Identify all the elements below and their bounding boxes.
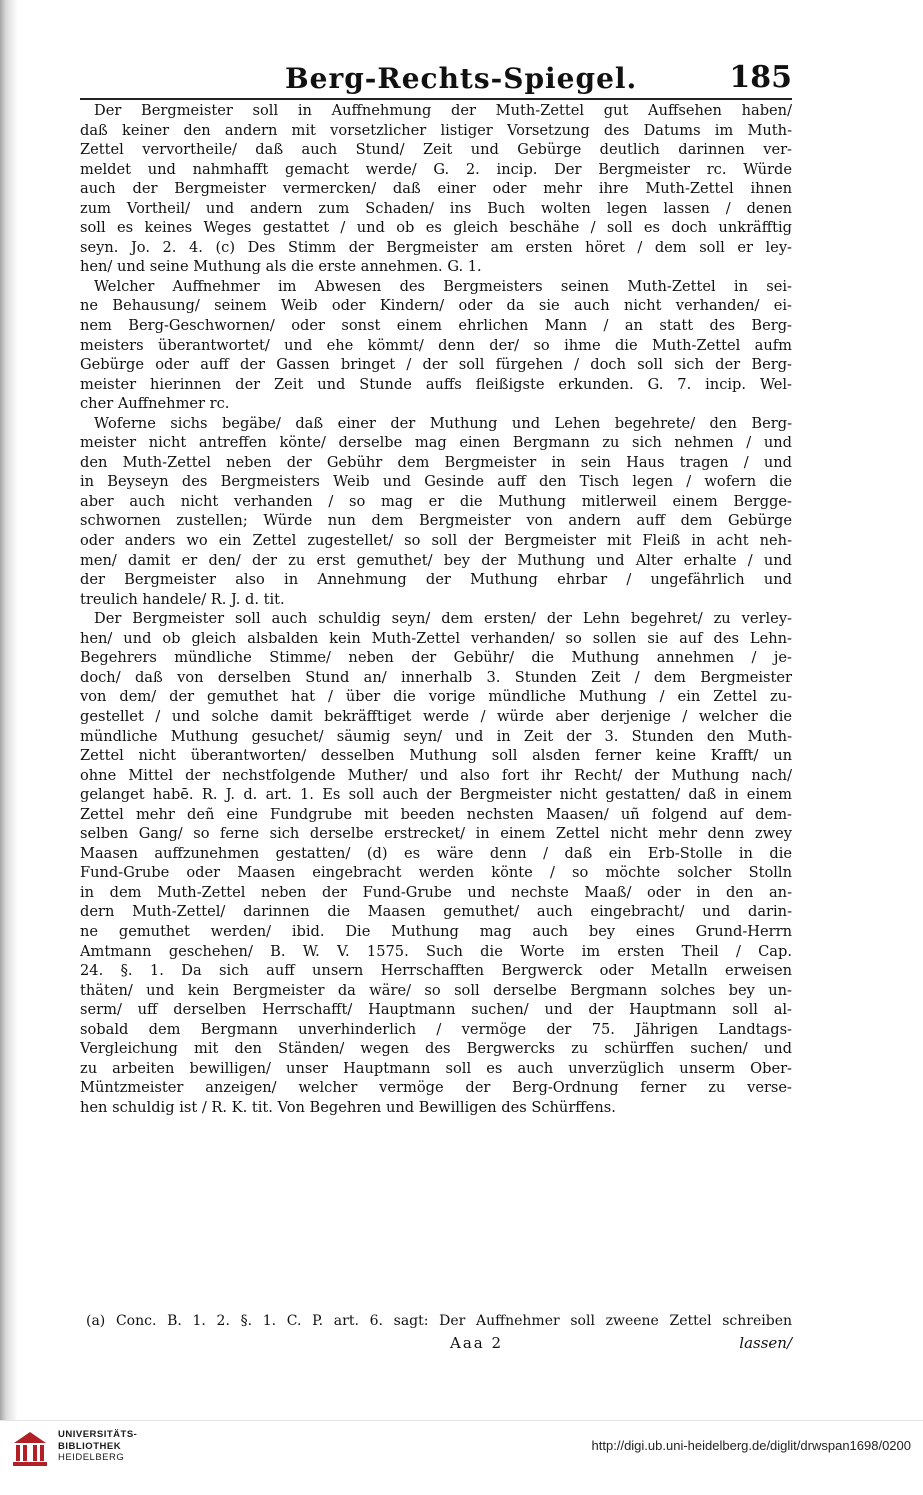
footer-bar [0,1420,923,1495]
text-line: daß keiner den andern mit vorsetzlicher listiger Vorsetzung des Datums im Muth- [80,121,792,139]
text-line: hen schuldig ist / R. K. tit. Von Begehren und Bewilligen des Schürffens. [80,1098,616,1116]
signature-mark: Aaa 2 [450,1334,504,1352]
text-line: mündliche Muthung gesuchet/ säumig seyn/ und in Zeit der 3. Stunden den Muth- [80,727,792,745]
body-text [80,101,792,1117]
library-name-line2: BIBLIOTHEK [58,1440,122,1452]
text-line: doch/ daß von derselben Stund an/ innerhalb 3. Stunden Zeit / dem Bergmeister [80,668,792,686]
text-line: treulich handele/ R. J. d. tit. [80,590,285,608]
text-line: der Bergmeister also in Annehmung der Muthung ehrbar / ungefährlich und [80,571,792,589]
text-line: den Muth-Zettel neben der Gebühr dem Bergmeister in sein Haus tragen / und [80,453,792,471]
permalink-url[interactable]: http://digi.ub.uni-heidelberg.de/diglit/drwspan1698/0200 [591,1438,911,1453]
text-line: sobald dem Bergmann unverhinderlich / vermöge der 75. Jährigen Landtags- [80,1020,792,1038]
text-line: cher Auffnehmer rc. [80,395,230,413]
text-line: dern Muth-Zettel/ darinnen die Maasen gemuthet/ auch eingebracht/ und darin- [80,903,792,921]
text-line: Welcher Auffnehmer im Abwesen des Bergmeisters seinen Muth-Zettel in sei- [94,277,792,295]
text-line: aber auch nicht verhanden / so mag er die Muthung mitlerweil einem Bergge- [80,492,792,510]
text-line: von dem/ der gemuthet hat / über die vorige mündliche Muthung / ein Zettel zu- [80,688,792,706]
page-number: 185 [729,60,792,95]
library-name [58,1429,137,1464]
text-line: oder anders wo ein Zettel zugestellet/ so soll der Bergmeister mit Fleiß in acht neh- [80,532,792,550]
text-line: schwornen zustellen; Würde nun dem Bergmeister von andern auff dem Gebürge [80,512,792,530]
text-line: Müntzmeister anzeigen/ welcher vermöge der Berg-Ordnung ferner zu verse- [80,1079,792,1097]
text-line: gestellet / und solche damit bekräfftiget werde / würde aber derjenige / welcher die [80,707,792,725]
text-line: zum Vortheil/ und andern zum Schaden/ ins Buch wolten legen lassen / denen [80,199,792,217]
library-name-line3: HEIDELBERG [58,1452,125,1463]
text-line: meldet und nahmhafft gemacht werde/ G. 2. incip. Der Bergmeister rc. Würde [80,160,792,178]
text-line: soll es keines Weges gestattet / und ob es gleich beschähe / soll es doch unkräfftig [80,219,792,237]
text-line: Vergleichung mit den Ständen/ wegen des Bergwercks zu schürffen suchen/ und [80,1040,792,1058]
text-line: ne Behausung/ seinem Weib oder Kindern/ oder da sie auch nicht verhanden/ ei- [80,297,792,315]
running-title: Berg-Rechts-Spiegel. [285,62,638,95]
page-header [80,56,792,100]
text-line: in dem Muth-Zettel neben der Fund-Grube und nechste Maaß/ oder in den an- [80,883,792,901]
text-line: meister hierinnen der Zeit und Stunde auffs fleißigste erkunden. G. 7. incip. Wel- [80,375,792,393]
text-line: Zettel nicht überantworten/ desselben Muthung soll alsden ferner keine Krafft/ un [80,747,792,765]
text-line: selben Gang/ so ferne sich derselbe erstrecket/ in einem Zettel nicht mehr denn zwey [80,825,792,843]
text-line: meisters überantwortet/ und ehe kömmt/ denn der/ so ihme die Muth-Zettel aufm [80,336,792,354]
text-line: Woferne sichs begäbe/ daß einer der Muthung und Lehen begehrete/ den Berg- [94,414,792,432]
text-line: Maasen auffzunehmen gestatten/ (d) es wäre denn / daß ein Erb-Stolle in die [80,844,792,862]
text-line: 24. §. 1. Da sich auff unsern Herrschafften Bergwerck oder Metalln erweisen [80,962,792,980]
text-line: Gebürge oder auff der Gassen bringet / der soll fürgehen / doch soll sich der Berg- [80,356,792,374]
text-line: seyn. Jo. 2. 4. (c) Des Stimm der Bergmeister am ersten höret / dem soll er ley- [80,238,792,256]
text-line: serm/ uff derselben Herrschafft/ Hauptmann suchen/ und der Hauptmann soll al- [80,1001,792,1019]
text-line: Zettel vervortheile/ daß auch Stund/ Zeit und Gebürge deutlich darinnen ver- [80,141,792,159]
text-line: thäten/ und kein Bergmeister da wäre/ so soll derselbe Bergmann solches bey un- [80,981,792,999]
university-library-logo-icon [10,1429,50,1469]
text-line: Der Bergmeister soll in Auffnehmung der Muth-Zettel gut Auffsehen haben/ [94,102,792,119]
text-line: auch der Bergmeister vermercken/ daß einer oder mehr ihre Muth-Zettel ihnen [80,180,792,198]
text-line: hen/ und seine Muthung als die erste annehmen. G. 1. [80,258,482,276]
text-line: zu arbeiten bewilligen/ unser Hauptmann soll es auch unverzüglich unserm Ober- [80,1059,792,1077]
text-line: Begehrers mündliche Stimme/ neben der Gebühr/ die Muthung annehmen / je- [80,649,792,667]
binding-edge [0,0,18,1420]
text-line: in Beyseyn des Bergmeisters Weib und Gesinde auff den Tisch legen / wofern die [80,473,792,491]
text-line: Zettel mehr deñ eine Fundgrube mit beeden nechsten Maasen/ uñ folgend auf dem- [80,805,792,823]
text-line: meister nicht antreffen könte/ derselbe mag einen Bergmann zu sich nehmen / und [80,434,792,452]
text-line: Amtmann geschehen/ B. W. V. 1575. Such die Worte im ersten Theil / Cap. [80,942,792,960]
text-line: men/ damit er den/ der zu erst gemuthet/ bey der Muthung und Alter erhalte / und [80,551,792,569]
text-line: gelanget habē. R. J. d. art. 1. Es soll auch der Bergmeister nicht gestatten/ daß in einem [80,786,792,804]
text-line: nem Berg-Geschwornen/ oder sonst einem ehrlichen Mann / an statt des Berg- [80,317,792,335]
text-line: ne gemuthet werden/ ibid. Die Muthung mag auch bey eines Grund-Herrn [80,922,792,940]
catchword: lassen/ [739,1334,792,1352]
text-line: ohne Mittel der nechstfolgende Muther/ und also fort ihr Recht/ der Muthung nach/ [80,766,792,784]
footnote: (a) Conc. B. 1. 2. §. 1. C. P. art. 6. sagt: Der Auffnehmer soll zweene Zettel schreiben [86,1313,792,1329]
text-line: Fund-Grube oder Maasen eingebracht werden könte / so möchte solcher Stolln [80,864,792,882]
text-line: Der Bergmeister soll auch schuldig seyn/ dem ersten/ der Lehn begehret/ zu verley- [94,610,792,628]
library-name-line1: UNIVERSITÄTS- [58,1429,138,1440]
text-line: hen/ und ob gleich alsbalden kein Muth-Zettel verhanden/ so sollen sie auf des Lehn- [80,629,792,647]
